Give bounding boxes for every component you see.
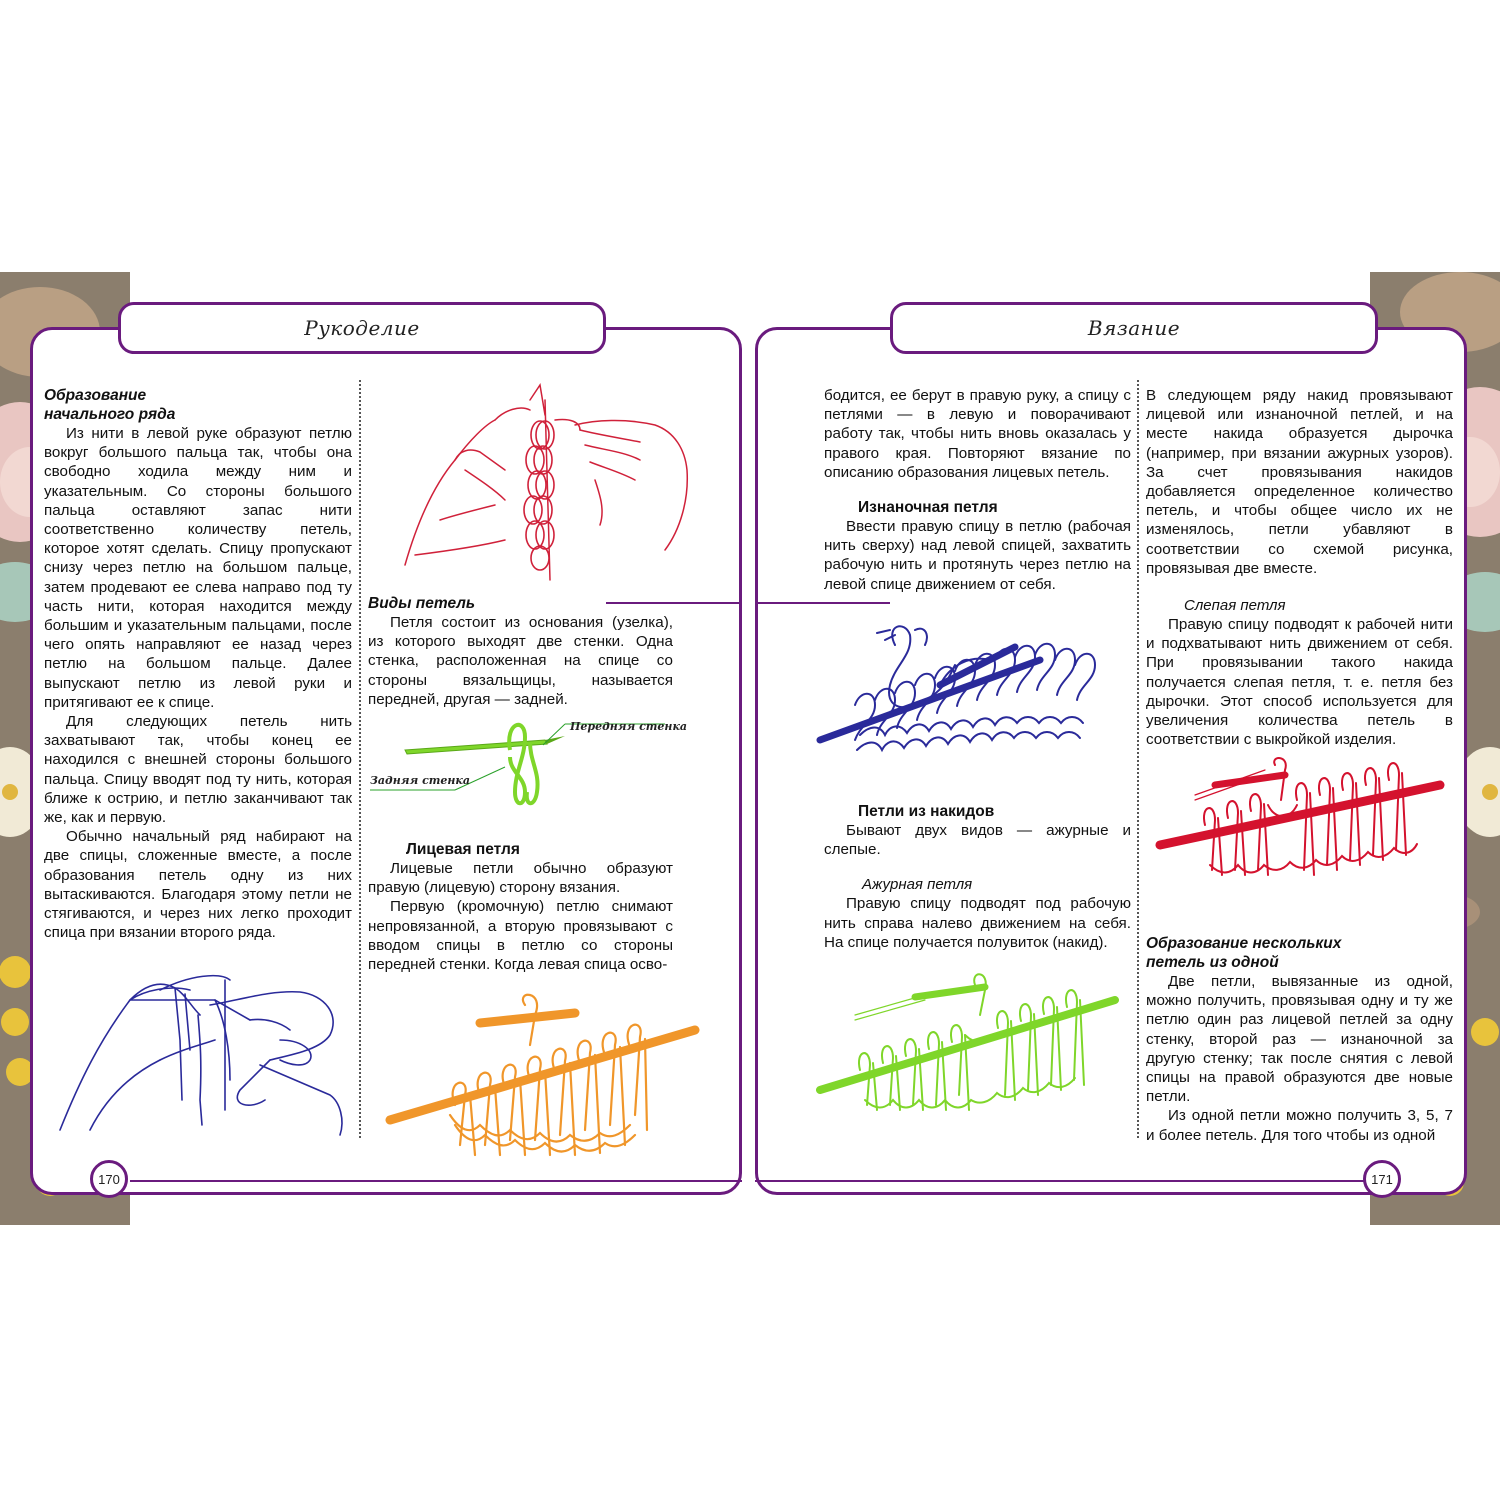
page-number-right: 171: [1363, 1160, 1401, 1198]
paragraph: Ввести правую спицу в петлю (рабочая нить сверху) над левой спицей, захватить рабочую нить и протянуть через петлю на левой спице движением от себя.: [824, 518, 1131, 593]
heading-loop-types: Виды петель: [368, 595, 476, 612]
paragraph: Лицевые петли обычно образуют правую (лицевую) сторону вязания.: [368, 860, 673, 897]
heading-multi-1: Образование нескольких: [1146, 935, 1342, 952]
knit-stitch-illustration-icon: [385, 995, 705, 1165]
column-divider-right: [1137, 380, 1139, 1138]
label-front-wall: Передняя стенка: [570, 720, 688, 733]
heading-purl-stitch: Изнаночная петля: [858, 499, 998, 517]
paragraph: Первую (кромочную) петлю снимают непровязанной, а вторую провязывают с вводом спицы в петлю со стороны передней стенки. Когда левая спица осво-: [368, 898, 673, 974]
paragraph: Бывают двух видов — ажурные и слепые.: [824, 822, 1131, 859]
paragraph: Правую спицу подводят к рабочей нити и подхватывают нить движением от себя. При провязывании такого накида получается слепая петля, т. е. петля без дырочки. Этот способ используется для увеличения количества петель в соответствии с выкройкой изделия.: [1146, 616, 1453, 749]
column-4-bottom: [1146, 934, 1453, 1145]
label-back-wall: Задняя стенка: [370, 774, 470, 787]
hands-casting-on-illustration-icon: [50, 960, 350, 1140]
paragraph: Из нити в левой руке образуют петлю вокруг большого пальца так, чтобы она свободно ходила между ним и указательным. Со стороны большого пальца оставляют запас нити соответственно количеству петель, которое хотят сделать. Спицу пропускают снизу через петлю на большом пальце, затем продевают ее слева направо под ту часть нити, которая находится между большим и указательным пальцами, после чего опять направляют ее назад через петлю на большом пальце. Далее выпускают петлю из левой руки и притягивают ее к спице.: [44, 425, 352, 711]
hands-chain-illustration-icon: [395, 380, 695, 570]
heading-cast-on-2: начального ряда: [44, 406, 176, 423]
column-3-top: [824, 386, 1131, 594]
column-3-bottom: [824, 802, 1131, 952]
paragraph: Правую спицу подводят под рабочую нить справа налево движением на себя. На спице получается полувиток (накид).: [824, 895, 1131, 951]
section-title-right: Вязание: [890, 302, 1378, 354]
openwork-yarnover-illustration-icon: [815, 975, 1115, 1125]
paragraph: Для следующих петель нить захватывают так, чтобы конец ее находился с внешней стороны большого пальца. Спицу вводят под ту нить, которая ближе к острию, и петлю заканчивают так же, как и первую.: [44, 713, 352, 827]
column-4-top: [1146, 386, 1453, 749]
header-rule-right: [755, 602, 890, 604]
loop-walls-diagram-icon: [365, 712, 688, 822]
heading-cast-on-1: Образование: [44, 387, 147, 404]
subheading-blind: Слепая петля: [1184, 597, 1286, 615]
footer-rule-right: [755, 1180, 1367, 1182]
paragraph: бодится, ее берут в правую руку, а спицу с петлями — в левую и поворачивают работу так, чтобы нить вновь оказалась у правого края. Повторяют вязание по описанию образования лицевых петель.: [824, 387, 1131, 481]
column-divider-left: [359, 380, 361, 1138]
paragraph: Из одной петли можно получить 3, 5, 7 и более петель. Для того чтобы из одной: [1146, 1107, 1453, 1144]
paragraph: Петля состоит из основания (узелка), из которого выходят две стенки. Одна стенка, расположенная на спице со стороны вязальщицы, называется передней, другая — задней.: [368, 614, 673, 708]
footer-rule-left: [130, 1180, 742, 1182]
column-2-top: [368, 594, 673, 709]
section-title-left: Рукоделие: [118, 302, 606, 354]
purl-stitch-illustration-icon: [815, 615, 1115, 765]
column-1: [44, 386, 352, 942]
page-number-left: 170: [90, 1160, 128, 1198]
heading-knit-stitch: Лицевая петля: [406, 841, 520, 858]
paragraph: В следующем ряду накид провязывают лицевой или изнаночной петлей, и на месте накида образуется дырочка (например, при вязании ажурных узоров). За счет провязывания накидов добавляется определенное количество петель, и чтобы общее число их не изменялось, петли убавляют в соответствии со схемой рисунка, провязывая две вместе.: [1146, 387, 1453, 577]
blind-yarnover-illustration-icon: [1155, 760, 1455, 900]
column-2-bottom: [368, 840, 673, 974]
subheading-openwork: Ажурная петля: [862, 876, 973, 894]
paragraph: Обычно начальный ряд набирают на две спицы, сложенные вместе, а после образования петель одну из них вытаскиваются. Благодаря этому петли не стягиваются, и через них легко проходит спица при вязании второго ряда.: [44, 828, 352, 942]
heading-multi-2: петель из одной: [1146, 954, 1279, 971]
paragraph: Две петли, вывязанные из одной, можно получить, провязывая одну и ту же петлю один раз лицевой петлей за одну стенку, второй раз — изнаночной за другую стенку; так после снятия с левой спицы на правой образуются две новые петли.: [1146, 973, 1453, 1106]
heading-yarnover-loops: Петли из накидов: [858, 803, 995, 820]
